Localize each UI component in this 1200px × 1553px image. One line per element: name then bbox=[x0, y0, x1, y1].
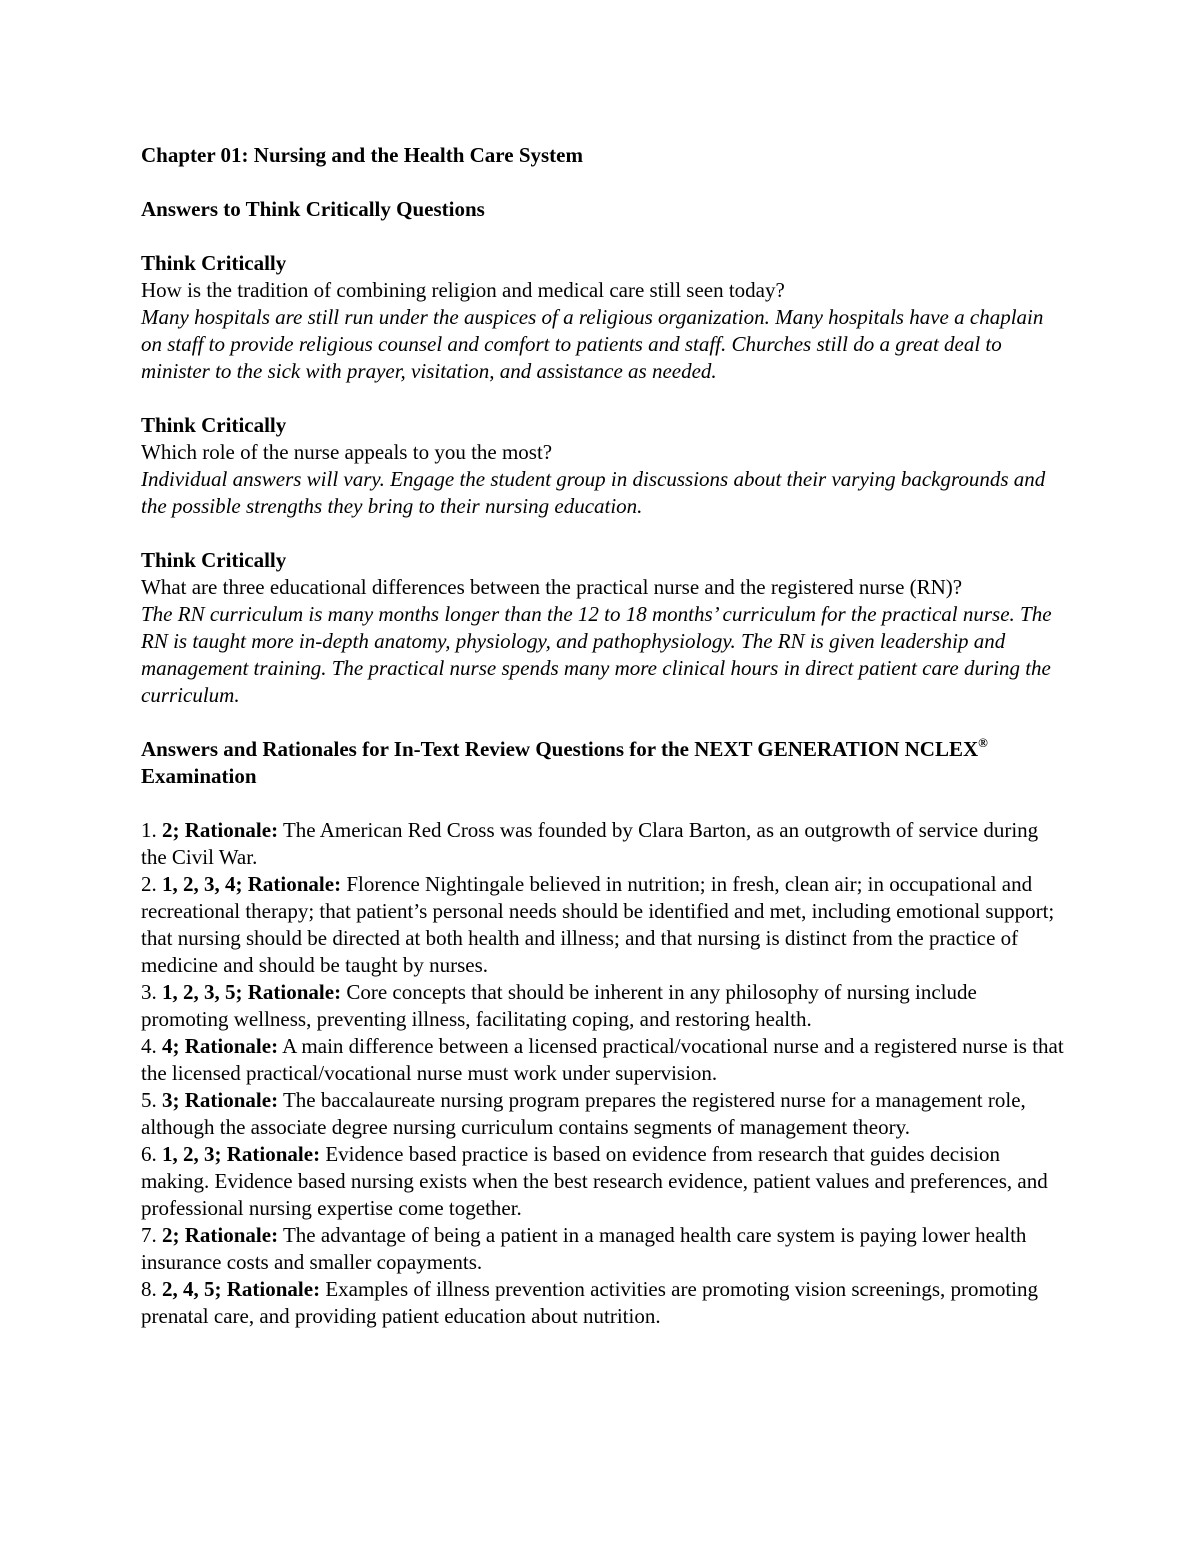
heading-text: Examination bbox=[141, 764, 257, 788]
rationale-text: The American Red Cross was founded by Clara Barton, as an outgrowth of service during the Civil War. bbox=[141, 818, 1039, 869]
answer-key: 2; Rationale: bbox=[162, 818, 279, 842]
registered-trademark: ® bbox=[978, 735, 988, 750]
think-critically-answer: Many hospitals are still run under the auspices of a religious organization. Many hospitals have a chaplain on staff to provide religious counsel and comfort to patients and staff. Churches still do a great deal to minister to the sick with prayer, visitation, and assistance as needed. bbox=[141, 305, 1044, 383]
review-answer-item bbox=[141, 1033, 1066, 1087]
spacer bbox=[141, 385, 1066, 412]
rationale-text: The advantage of being a patient in a managed health care system is paying lower health insurance costs and smaller copayments. bbox=[141, 1223, 1027, 1274]
heading-text: Answers and Rationales for In-Text Review Questions for the NEXT GENERATION NCLEX bbox=[141, 737, 979, 761]
spacer bbox=[141, 790, 1066, 817]
section-heading-think-critically: Answers to Think Critically Questions bbox=[141, 197, 485, 221]
item-number: 5. bbox=[141, 1088, 162, 1112]
spacer bbox=[141, 709, 1066, 736]
answer-key: 3; Rationale: bbox=[162, 1088, 279, 1112]
item-number: 4. bbox=[141, 1034, 162, 1058]
review-answers-list bbox=[141, 817, 1066, 1330]
rationale-text: Florence Nightingale believed in nutrition; in fresh, clean air; in occupational and recreational therapy; that patient’s personal needs should be identified and met, including emotional support; that nursing should be directed at both health and illness; and that nursing is distinct from the practice of medicine and should be taught by nurses. bbox=[141, 872, 1055, 977]
rationale-text: Examples of illness prevention activities are promoting vision screenings, promoting prenatal care, and providing patient education about nutrition. bbox=[141, 1277, 1039, 1328]
answer-key: 1, 2, 3; Rationale: bbox=[162, 1142, 321, 1166]
rationale-text: A main difference between a licensed practical/vocational nurse and a registered nurse is that the licensed practical/vocational nurse must work under supervision. bbox=[141, 1034, 1064, 1085]
review-answer-item bbox=[141, 1141, 1066, 1222]
review-answer-item bbox=[141, 979, 1066, 1033]
review-answer-item bbox=[141, 871, 1066, 979]
think-critically-answer: The RN curriculum is many months longer than the 12 to 18 months’ curriculum for the practical nurse. The RN is taught more in-depth anatomy, physiology, and pathophysiology. The RN is given leadership and management training. The practical nurse spends many more clinical hours in direct patient care during the curriculum. bbox=[141, 602, 1052, 707]
think-critically-question: Which role of the nurse appeals to you the most? bbox=[141, 440, 553, 464]
section-heading-review-questions bbox=[141, 736, 1066, 790]
review-answer-item bbox=[141, 1276, 1066, 1330]
review-answer-item bbox=[141, 1087, 1066, 1141]
item-number: 3. bbox=[141, 980, 162, 1004]
review-answer-item bbox=[141, 1222, 1066, 1276]
answer-key: 2, 4, 5; Rationale: bbox=[162, 1277, 321, 1301]
rationale-text: Evidence based practice is based on evidence from research that guides decision making. Evidence based nursing exists when the best research evidence, patient values and preferences, and professional nursing expertise come together. bbox=[141, 1142, 1048, 1220]
rationale-text: The baccalaureate nursing program prepares the registered nurse for a management role, although the associate degree nursing curriculum contains segments of management theory. bbox=[141, 1088, 1026, 1139]
spacer bbox=[141, 520, 1066, 547]
think-critically-question: What are three educational differences between the practical nurse and the registered nurse (RN)? bbox=[141, 575, 963, 599]
think-critically-question: How is the tradition of combining religion and medical care still seen today? bbox=[141, 278, 785, 302]
item-number: 2. bbox=[141, 872, 162, 896]
think-critically-item-1 bbox=[141, 250, 1066, 385]
item-number: 6. bbox=[141, 1142, 162, 1166]
answer-key: 1, 2, 3, 5; Rationale: bbox=[162, 980, 342, 1004]
spacer bbox=[141, 223, 1066, 250]
think-critically-item-2 bbox=[141, 412, 1066, 520]
item-number: 8. bbox=[141, 1277, 162, 1301]
item-number: 7. bbox=[141, 1223, 162, 1247]
answer-key: 2; Rationale: bbox=[162, 1223, 279, 1247]
chapter-title: Chapter 01: Nursing and the Health Care System bbox=[141, 143, 583, 167]
review-answer-item bbox=[141, 817, 1066, 871]
item-number: 1. bbox=[141, 818, 162, 842]
rationale-text: Core concepts that should be inherent in any philosophy of nursing include promoting wellness, preventing illness, facilitating coping, and restoring health. bbox=[141, 980, 977, 1031]
think-critically-label: Think Critically bbox=[141, 413, 287, 437]
document-page bbox=[141, 142, 1066, 1330]
think-critically-label: Think Critically bbox=[141, 251, 287, 275]
answer-key: 4; Rationale: bbox=[162, 1034, 279, 1058]
think-critically-answer: Individual answers will vary. Engage the student group in discussions about their varying backgrounds and the possible strengths they bring to their nursing education. bbox=[141, 467, 1046, 518]
answer-key: 1, 2, 3, 4; Rationale: bbox=[162, 872, 342, 896]
think-critically-label: Think Critically bbox=[141, 548, 287, 572]
think-critically-item-3 bbox=[141, 547, 1066, 709]
spacer bbox=[141, 169, 1066, 196]
